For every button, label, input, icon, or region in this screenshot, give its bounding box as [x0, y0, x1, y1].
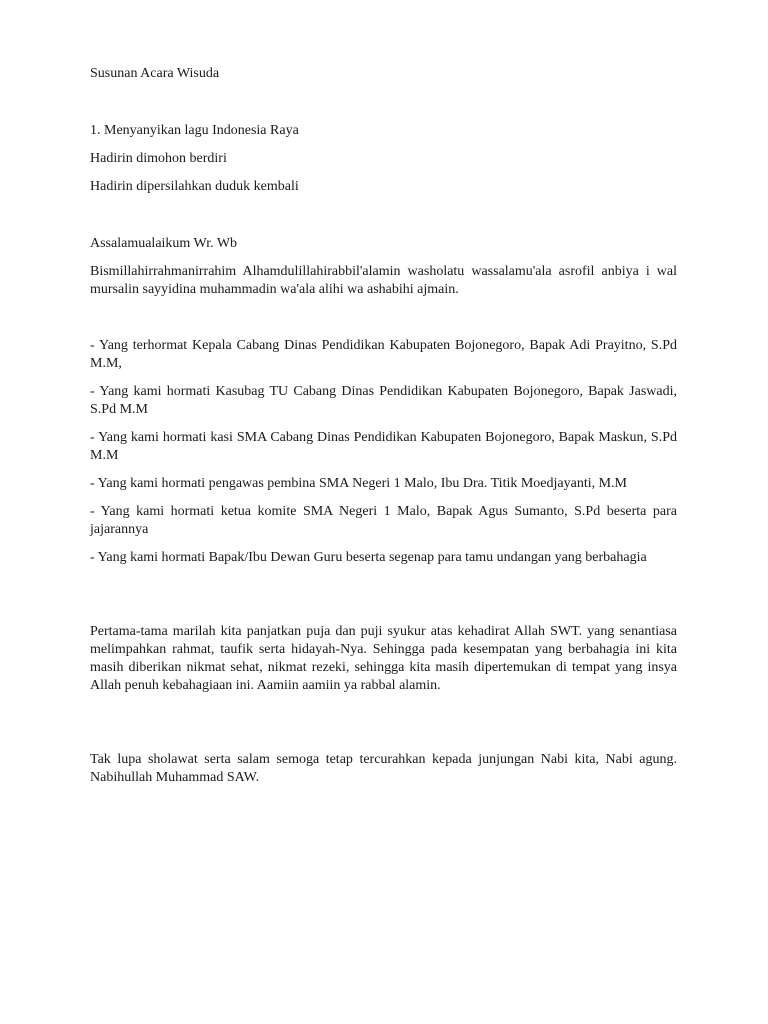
- agenda-item-heading: 1. Menyanyikan lagu Indonesia Raya: [90, 123, 299, 138]
- agenda-instruction-sit: Hadirin dipersilahkan duduk kembali: [90, 179, 299, 194]
- sholawat-paragraph: Tak lupa sholawat serta salam semoga tetap tercurahkan kepada junjungan Nabi kita, Nabi agung. Nabihullah Muhammad SAW.: [90, 752, 677, 785]
- respect-line: - Yang kami hormati Kasubag TU Cabang Dinas Pendidikan Kabupaten Bojonegoro, Bapak Jaswadi, S.Pd M.M: [90, 384, 677, 417]
- gratitude-paragraph: Pertama-tama marilah kita panjatkan puja dan puji syukur atas kehadirat Allah SWT. yang senantiasa melimpahkan rahmat, taufik serta hidayah-Nya. Sehingga pada kesempatan yang berbahagia ini kita masih diberikan nikmat sehat, nikmat rezeki, sehingga kita masih dipertemukan di tempat yang insya Allah penuh kebahagiaan ini. Aamiin aamiin ya rabbal alamin.: [90, 624, 677, 693]
- opening-prayer: Bismillahirrahmanirrahim Alhamdulillahirabbil'alamin washolatu wassalamu'ala asrofil anbiya i wal mursalin sayyidina muhammadin wa'ala alihi wa ashabihi ajmain.: [90, 264, 677, 297]
- greeting-text: Assalamualaikum Wr. Wb: [90, 236, 238, 251]
- document-title: Susunan Acara Wisuda: [90, 66, 220, 81]
- respect-line: - Yang kami hormati kasi SMA Cabang Dinas Pendidikan Kabupaten Bojonegoro, Bapak Maskun, S.Pd M.M: [90, 430, 677, 463]
- respect-line: - Yang kami hormati ketua komite SMA Negeri 1 Malo, Bapak Agus Sumanto, S.Pd beserta para jajarannya: [90, 504, 677, 537]
- respect-line: - Yang kami hormati pengawas pembina SMA Negeri 1 Malo, Ibu Dra. Titik Moedjayanti, M.M: [90, 476, 628, 491]
- respect-line: - Yang terhormat Kepala Cabang Dinas Pendidikan Kabupaten Bojonegoro, Bapak Adi Prayitno, S.Pd M.M,: [90, 338, 677, 371]
- agenda-instruction-stand: Hadirin dimohon berdiri: [90, 151, 227, 166]
- respect-line: - Yang kami hormati Bapak/Ibu Dewan Guru beserta segenap para tamu undangan yang berbahagia: [90, 550, 647, 565]
